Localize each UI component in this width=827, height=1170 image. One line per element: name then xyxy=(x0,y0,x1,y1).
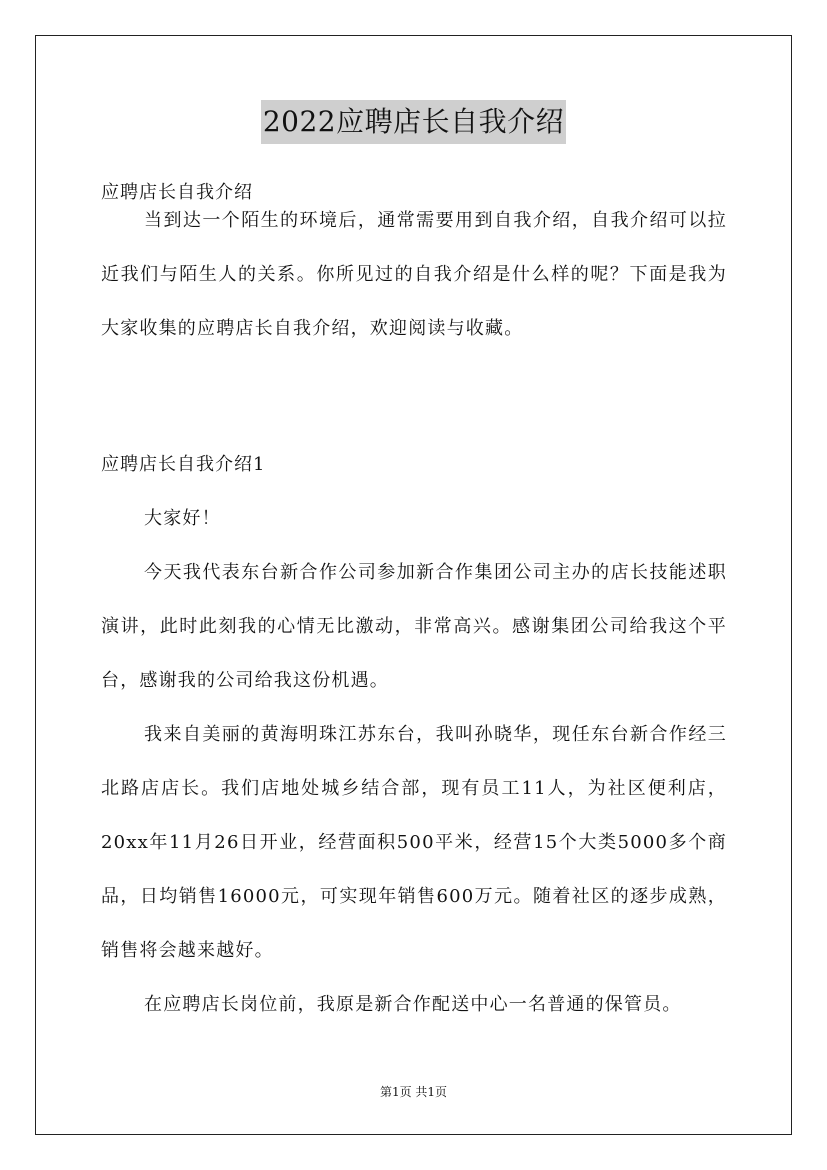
document-title: 2022应聘店长自我介绍 xyxy=(261,100,566,144)
greeting-paragraph: 大家好！ xyxy=(144,508,221,529)
section-heading: 应聘店长自我介绍1 xyxy=(101,454,266,475)
body-paragraph-1: 今天我代表东台新合作公司参加新合作集团公司主办的店长技能述职演讲，此时此刻我的心情无比激动，非常高兴。感谢集团公司给我这个平台，感谢我的公司给我这份机遇。 xyxy=(101,562,727,691)
page-footer: 第1页 共1页 xyxy=(379,1085,448,1099)
title-container xyxy=(0,100,827,144)
body-paragraph-2: 我来自美丽的黄海明珠江苏东台，我叫孙晓华，现任东台新合作经三北路店店长。我们店地处城乡结合部，现有员工11人，为社区便利店， 20xx年11月26日开业，经营面积500平米，经营15个大类5000多个商品，日均销售16000元，可实现年销售600万元。随着社区的逐步成熟，销售将会越来越好。 xyxy=(101,724,727,961)
body-paragraph-3: 在应聘店长岗位前，我原是新合作配送中心一名普通的保管员。 xyxy=(144,994,682,1015)
intro-paragraph: 当到达一个陌生的环境后，通常需要用到自我介绍，自我介绍可以拉近我们与陌生人的关系。你所见过的自我介绍是什么样的呢？下面是我为大家收集的应聘店长自我介绍，欢迎阅读与收藏。 xyxy=(101,210,727,339)
subtitle: 应聘店长自我介绍 xyxy=(101,182,253,203)
